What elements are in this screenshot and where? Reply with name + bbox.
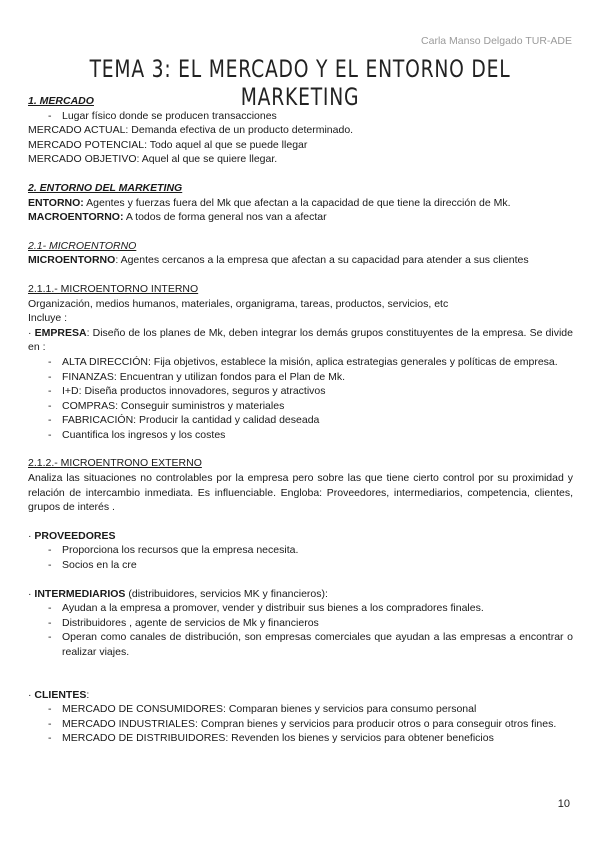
entorno-definition [28,196,573,211]
mercado-actual: MERCADO ACTUAL: Demanda efectiva de un producto determinado. [28,124,354,137]
bullet-dot: · [28,587,35,600]
empresa-list [28,355,573,443]
mercado-potencial: MERCADO POTENCIAL: Todo aquel al que se puede llegar [28,138,308,151]
proveedores-heading [28,529,573,544]
list-item: - ALTA DIRECCIÓN: Fija objetivos, establece la misión, aplica estrategias generales y políticas de empresa. [28,355,573,370]
macroentorno-text: A todos de forma general nos van a afectar [123,211,327,224]
clientes-term: CLIENTES [34,688,87,701]
list-item: - Proporciona los recursos que la empresa necesita. [28,543,573,558]
section-mercado-heading: 1. MERCADO [28,95,94,107]
list-item: - Distribuidores , agente de servicios de Mk y financieros [28,616,573,631]
section-entorno-heading: 2. ENTORNO DEL MARKETING [28,181,183,194]
macroentorno-definition [28,210,573,225]
mercado-list [28,109,573,124]
list-item: - MERCADO DE DISTRIBUIDORES: Revenden los bienes y servicios para obtener beneficios [28,731,573,746]
list-item: - Ayudan a la empresa a promover, vender y distribuir sus bienes a los compradores finales. [28,601,573,616]
empresa-term: EMPRESA [34,326,87,339]
clientes-text: : [86,688,90,701]
document-body [28,94,573,746]
list-item: - FABRICACIÓN: Producir la cantidad y calidad deseada [28,413,573,428]
entorno-text: Agentes y fuerzas fuera del Mk que afectan a la capacidad de que tiene la dirección de Mk. [83,196,511,209]
list-item: - Operan como canales de distribución, son empresas comerciales que ayudan a las empresas a encontrar o realizar viajes. [28,630,573,659]
mercado-objetivo: MERCADO OBJETIVO: Aquel al que se quiere llegar. [28,153,278,166]
proveedores-list [28,543,573,572]
author-name: Carla Manso Delgado TUR-ADE [421,35,572,47]
list-item: - MERCADO INDUSTRIALES: Compran bienes y servicios para producir otros o para conseguir otros fines. [28,717,573,732]
empresa-definition [28,326,573,355]
microentorno-text: : Agentes cercanos a la empresa que afectan a su capacidad para atender a sus clientes [115,254,529,267]
microentorno-definition [28,253,573,268]
section-externo-heading: 2.1.2.- MICROENTRONO EXTERNO [28,457,202,470]
list-item: - FINANZAS: Encuentran y utilizan fondos para el Plan de Mk. [28,370,573,385]
bullet-dot: · [28,688,35,701]
clientes-heading [28,688,573,703]
list-item: - I+D: Diseña productos innovadores, seguros y atractivos [28,384,573,399]
intermediarios-term: INTERMEDIARIOS [34,587,126,600]
list-item: - Socios en la cre [28,558,573,573]
list-item: - MERCADO DE CONSUMIDORES: Comparan bienes y servicios para consumo personal [28,702,573,717]
interno-line-1: Organización, medios humanos, materiales, organigrama, tareas, productos, servicios, etc [28,297,449,310]
list-item: - COMPRAS: Conseguir suministros y materiales [28,399,573,414]
page-number: 10 [557,798,570,810]
microentorno-term: MICROENTORNO [28,254,116,267]
intermediarios-list [28,601,573,659]
section-interno-heading: 2.1.1.- MICROENTORNO INTERNO [28,282,199,295]
bullet-dot: · [28,326,35,339]
list-item: - Lugar físico donde se producen transacciones [28,109,573,124]
interno-line-2: Incluye : [28,312,68,325]
intermediarios-text: (distribuidores, servicios MK y financieros): [125,587,328,600]
proveedores-term: PROVEEDORES [34,529,116,542]
empresa-text: : Diseño de los planes de Mk, deben integrar los demás grupos constituyentes de la empresa. Se divide en : [28,326,573,354]
intermediarios-heading [28,587,573,602]
entorno-term: ENTORNO: [28,196,84,209]
page-title: TEMA 3: EL MERCADO Y EL ENTORNO DEL MARKETING [89,55,511,111]
externo-paragraph: Analiza las situaciones no controlables por la empresa pero sobre las que tiene cierto control por su proximidad y relación de intercambio inmediata. Es influenciable. Engloba: Proveedores, intermediarios, competencia, clientes, grupos de interés . [28,472,573,514]
bullet-dot: · [28,529,35,542]
section-microentorno-heading: 2.1- MICROENTORNO [28,239,137,252]
clientes-list [28,702,573,746]
macroentorno-term: MACROENTORNO: [28,211,124,224]
list-item: - Cuantifica los ingresos y los costes [28,428,573,443]
